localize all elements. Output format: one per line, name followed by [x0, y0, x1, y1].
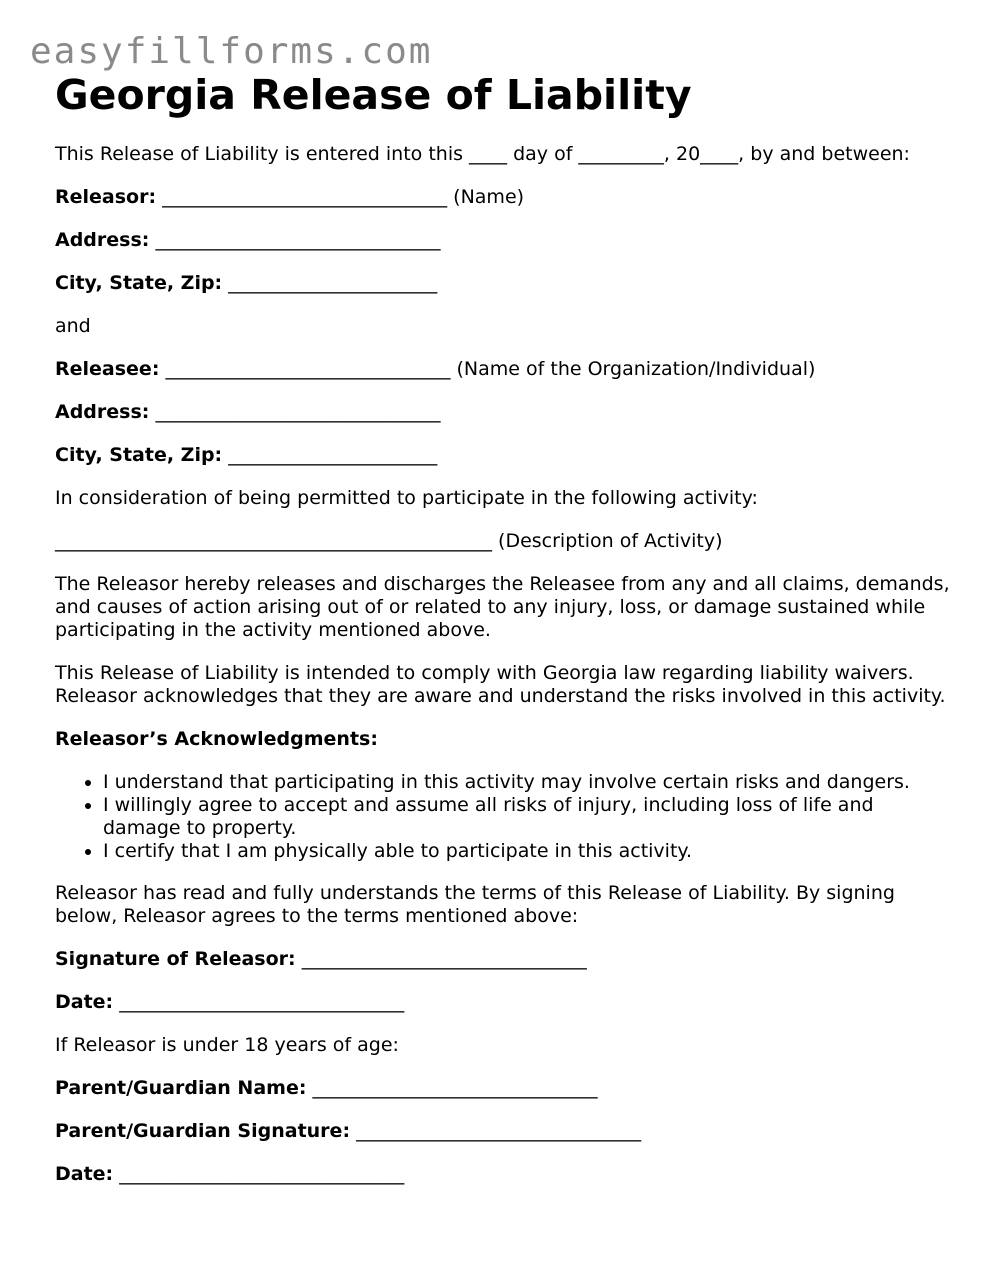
releasor-address-field[interactable] — [55, 229, 955, 252]
guardian-date-label: Date: — [55, 1163, 114, 1185]
acknowledgments-heading-text: Releasor’s Acknowledgments: — [55, 728, 378, 750]
releasor-label: Releasor: — [55, 186, 157, 208]
releasor-signature-field[interactable] — [55, 948, 955, 971]
document-body — [55, 143, 955, 1206]
acknowledgments-list — [55, 771, 955, 863]
releasee-address-blank[interactable]: ______________________________ — [155, 401, 441, 423]
page-title: Georgia Release of Liability — [55, 71, 692, 119]
releasor-signature-label: Signature of Releasor: — [55, 948, 296, 970]
releasor-address-label: Address: — [55, 229, 150, 251]
minor-text: If Releasor is under 18 years of age: — [55, 1034, 399, 1056]
law-paragraph: This Release of Liability is intended to comply with Georgia law regarding liability waivers. Releasor acknowledges that they are aware and understand the risks involved in this activity. — [55, 662, 946, 707]
releasee-name-field[interactable] — [55, 358, 955, 381]
releasor-date-blank[interactable]: ______________________________ — [119, 991, 405, 1013]
release-paragraph: The Releasor hereby releases and discharges the Releasee from any and all claims, demands, and causes of action arising out of or related to any injury, loss, or damage sustained while participating in the activity mentioned above. — [55, 573, 950, 641]
releasor-signature-blank[interactable]: ______________________________ — [301, 948, 587, 970]
releasor-name-blank[interactable]: ______________________________ (Name) — [162, 186, 525, 208]
releasee-label: Releasee: — [55, 358, 160, 380]
guardian-name-field[interactable] — [55, 1077, 955, 1100]
guardian-signature-blank[interactable]: ______________________________ — [356, 1120, 642, 1142]
releasee-address-field[interactable] — [55, 401, 955, 424]
releasor-date-field[interactable] — [55, 991, 955, 1014]
guardian-date-field[interactable] — [55, 1163, 955, 1186]
intro-text: This Release of Liability is entered into this ____ day of _________, 20____, by and between: — [55, 143, 910, 165]
releasee-city-field[interactable] — [55, 444, 955, 467]
list-item: • I certify that I am physically able to participate in this activity. — [103, 840, 955, 863]
agreement-paragraph: Releasor has read and fully understands the terms of this Release of Liability. By signing below, Releasor agrees to the terms mentioned above: — [55, 882, 895, 927]
releasor-city-field[interactable] — [55, 272, 955, 295]
list-item: • I willingly agree to accept and assume all risks of injury, including loss of life and damage to property. — [103, 794, 955, 840]
list-item: • I understand that participating in this activity may involve certain risks and dangers. — [103, 771, 955, 794]
releasor-address-blank[interactable]: ______________________________ — [155, 229, 441, 251]
watermark: easyfillforms.com — [30, 31, 433, 72]
activity-description-field[interactable]: ______________________________________________ (Description of Activity) — [55, 530, 723, 552]
releasor-city-blank[interactable]: ______________________ — [228, 272, 438, 294]
and-text: and — [55, 315, 91, 337]
releasor-date-label: Date: — [55, 991, 114, 1013]
releasee-city-blank[interactable]: ______________________ — [228, 444, 438, 466]
guardian-signature-label: Parent/Guardian Signature: — [55, 1120, 351, 1142]
guardian-name-blank[interactable]: ______________________________ — [312, 1077, 598, 1099]
guardian-date-blank[interactable]: ______________________________ — [119, 1163, 405, 1185]
acknowledgments-heading — [55, 728, 955, 751]
releasor-name-field[interactable] — [55, 186, 955, 209]
releasee-name-blank[interactable]: ______________________________ (Name of the Organization/Individual) — [165, 358, 816, 380]
guardian-name-label: Parent/Guardian Name: — [55, 1077, 307, 1099]
guardian-signature-field[interactable] — [55, 1120, 955, 1143]
releasee-city-label: City, State, Zip: — [55, 444, 223, 466]
releasee-address-label: Address: — [55, 401, 150, 423]
consideration-text: In consideration of being permitted to participate in the following activity: — [55, 487, 758, 509]
releasor-city-label: City, State, Zip: — [55, 272, 223, 294]
